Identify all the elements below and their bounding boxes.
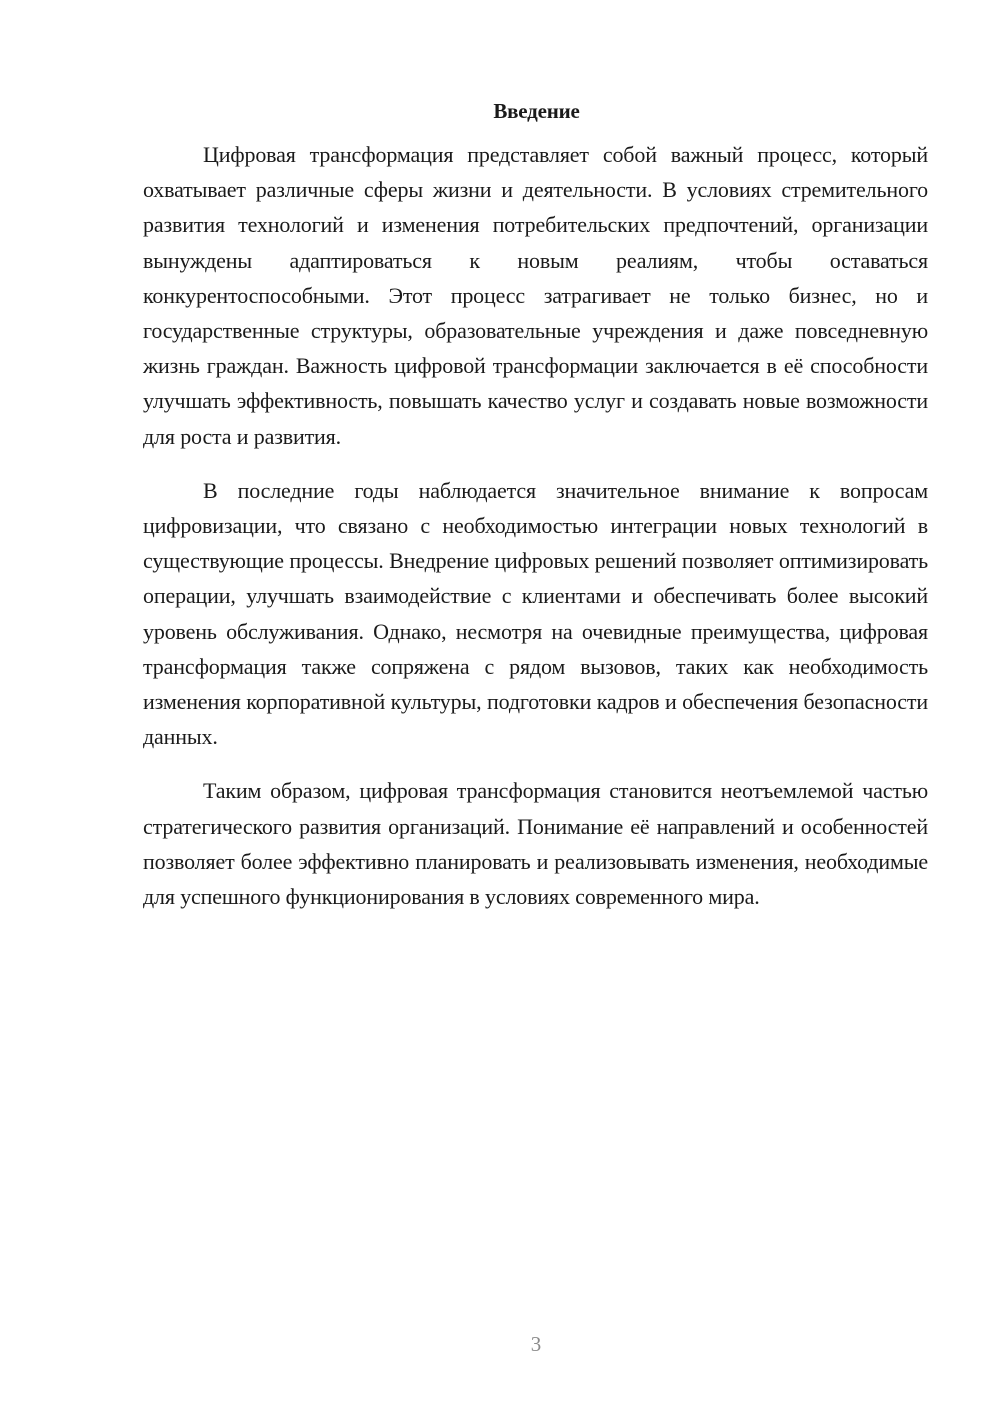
paragraph-3: Таким образом, цифровая трансформация становится неотъемлемой частью стратегического развития организаций. Понимание её направлений и особенностей позволяет более эффективно планировать и реализовывать изменения, необходимые для успешного функционирования в условиях современного мира.: [143, 778, 928, 910]
page-number: 3: [530, 1332, 542, 1356]
paragraph-1: Цифровая трансформация представляет собой важный процесс, который охватывает различные сферы жизни и деятельности. В условиях стремительного развития технологий и изменения потребительских предпочтений, организации вынуждены адаптироваться к новым реалиям, чтобы оставаться конкурентоспособными. Этот процесс затрагивает не только бизнес, но и государственные структуры, образовательные учреждения и даже повседневную жизнь граждан. Важность цифровой трансформации заключается в её способности улучшать эффективность, повышать качество услуг и создавать новые возможности для роста и развития.: [143, 142, 928, 449]
page-content: [143, 94, 928, 914]
paragraph-2: В последние годы наблюдается значительное внимание к вопросам цифровизации, что связано с необходимостью интеграции новых технологий в существующие процессы. Внедрение цифровых решений позволяет оптимизировать операции, улучшать взаимодействие с клиентами и обеспечивать более высокий уровень обслуживания. Однако, несмотря на очевидные преимущества, цифровая трансформация также сопряжена с рядом вызовов, таких как необходимость изменения корпоративной культуры, подготовки кадров и обеспечения безопасности данных.: [143, 477, 928, 750]
section-title: Введение: [493, 99, 580, 123]
